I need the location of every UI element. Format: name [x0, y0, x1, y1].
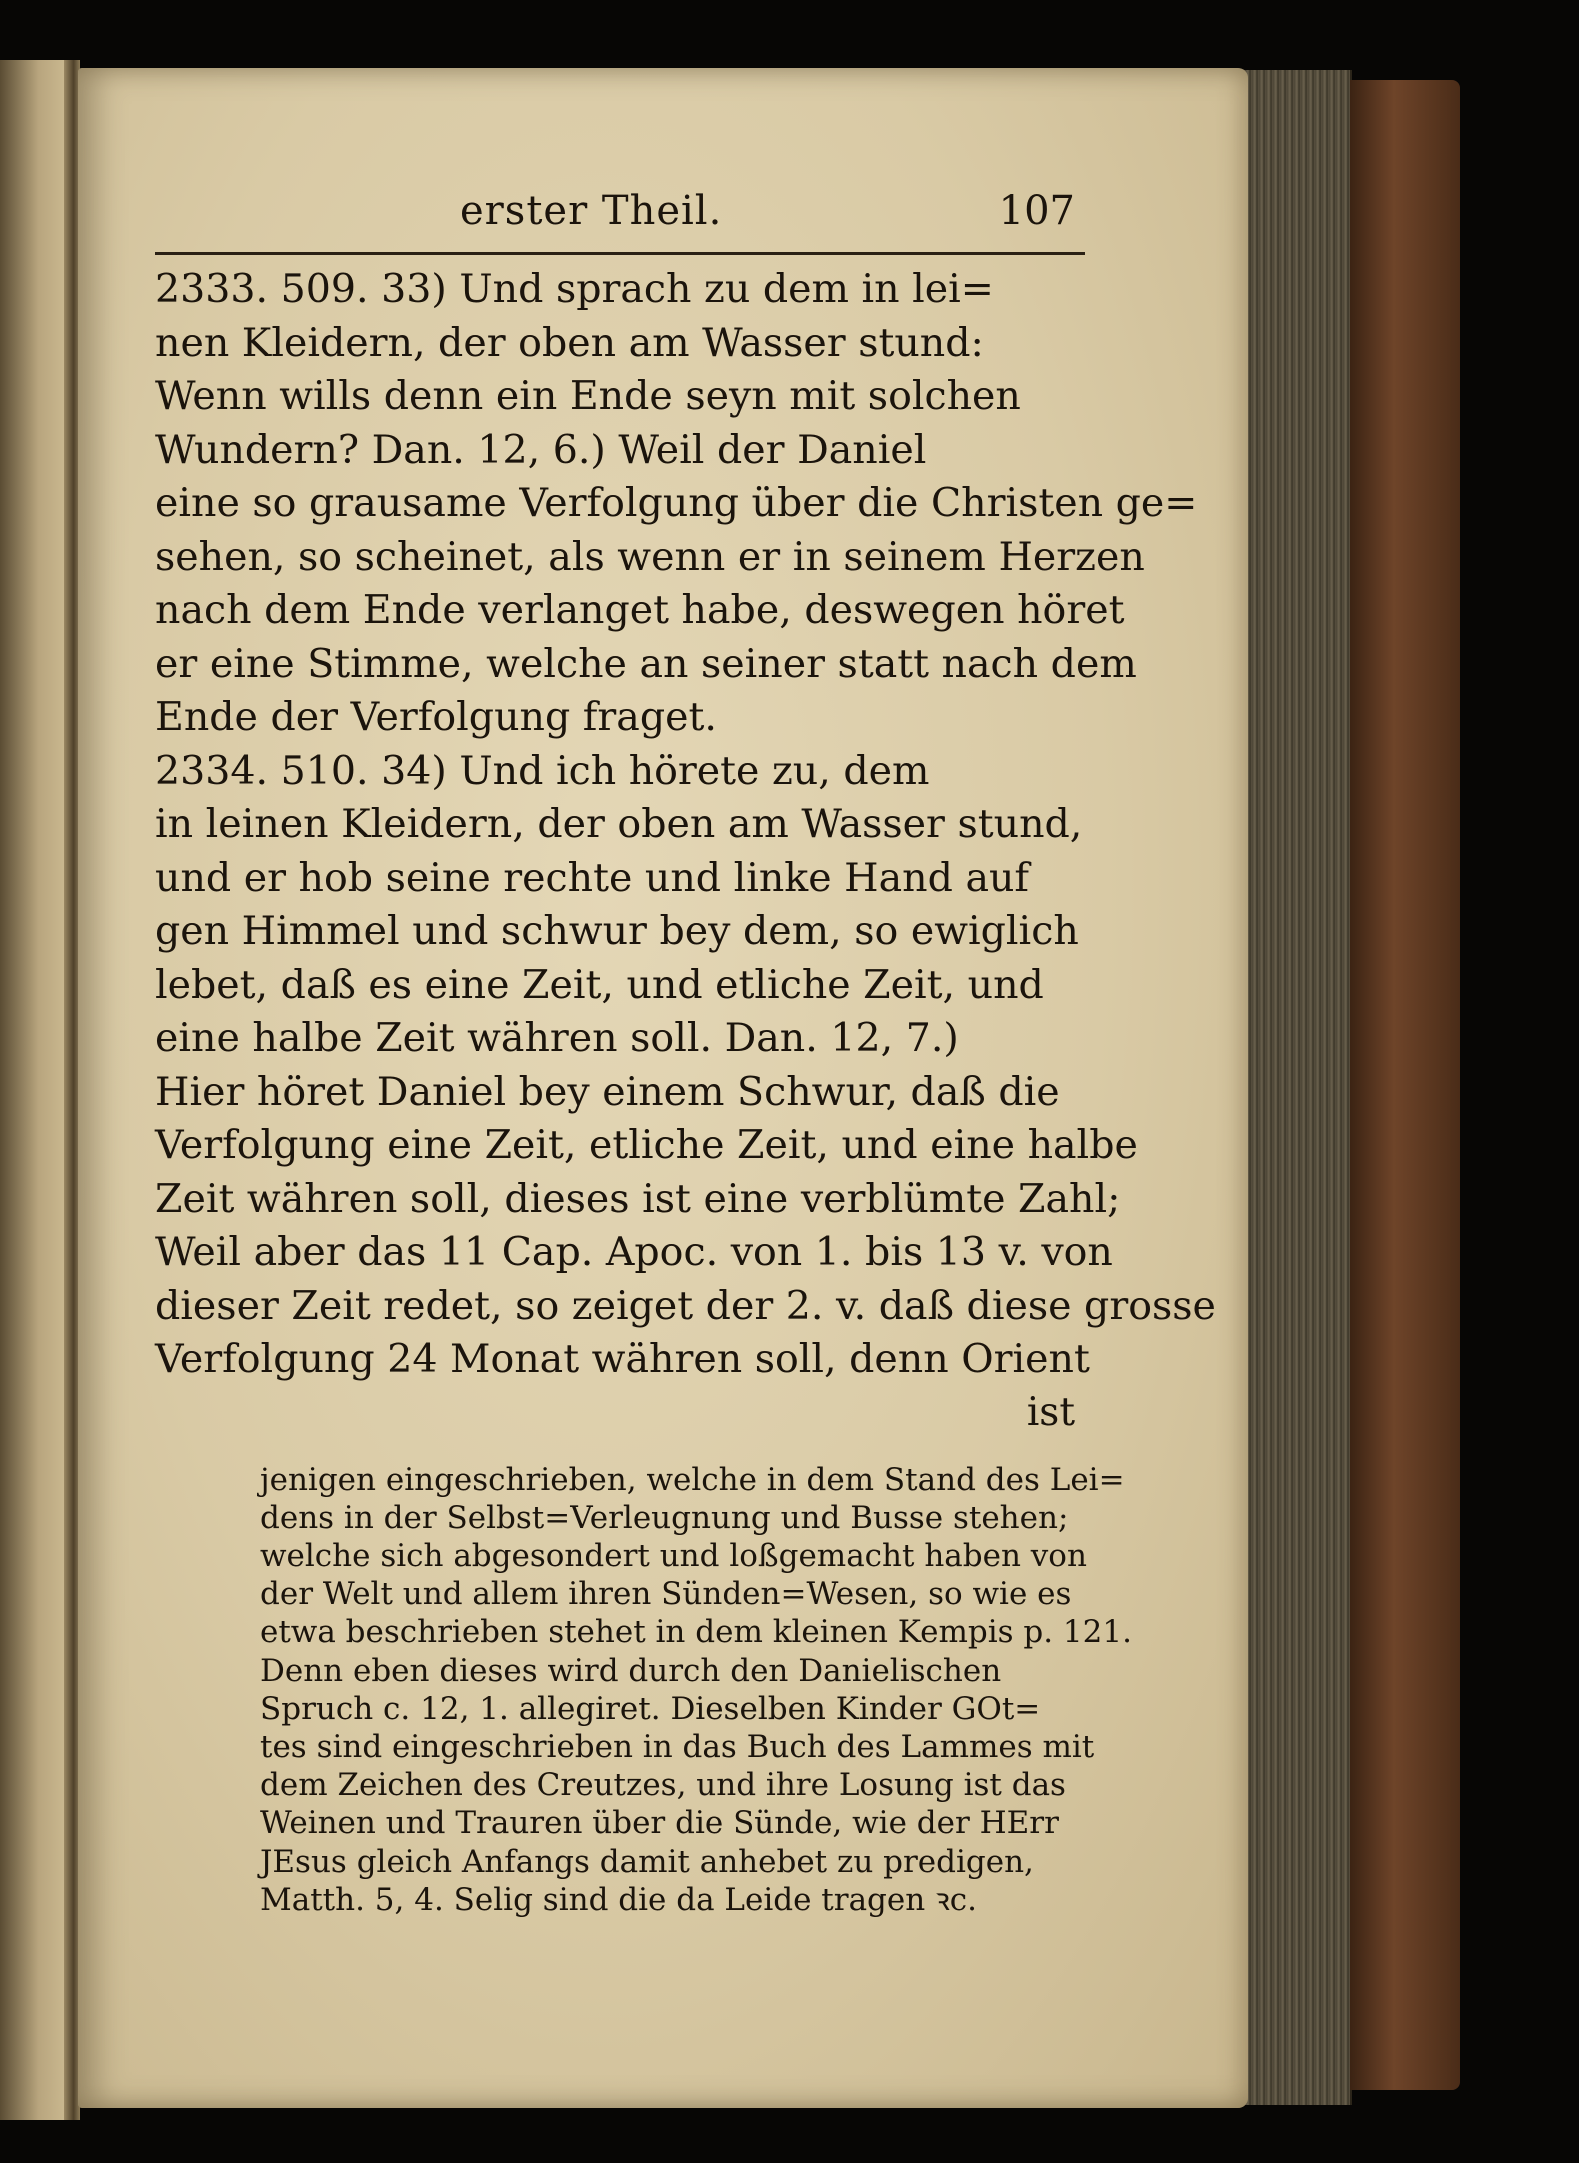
text-line: Verfolgung 24 Monat währen soll, denn Orient	[155, 1336, 1090, 1382]
footnote-line: jenigen eingeschrieben, welche in dem Stand des Lei=	[260, 1461, 1125, 1498]
text-line: sehen, so scheinet, als wenn er in seinem Herzen	[155, 533, 1145, 580]
text-line: eine halbe Zeit währen soll. Dan. 12, 7.)	[155, 1015, 959, 1061]
text-line: 2334. 510. 34) Und ich hörete zu, dem	[155, 747, 930, 794]
footnote-line: Denn eben dieses wird durch den Danielischen	[260, 1652, 1002, 1689]
footnote-line: Weinen und Trauren über die Sünde, wie der HErr	[260, 1805, 1059, 1842]
page-text	[155, 188, 1216, 1919]
text-line: nach dem Ende verlanget habe, deswegen höret	[155, 587, 1125, 633]
book-cover-edge	[1350, 80, 1460, 2090]
text-line: dieser Zeit redet, so zeiget der 2. v. daß diese grosse	[155, 1282, 1216, 1329]
footnote-line: JEsus gleich Anfangs damit anhebet zu predigen,	[260, 1843, 1034, 1880]
footnote	[155, 1461, 1132, 1919]
text-line: Wundern? Dan. 12, 6.) Weil der Daniel	[155, 426, 927, 473]
footnote-line: Matth. 5, 4. Selig sind die da Leide tragen ꝛc.	[260, 1881, 977, 1918]
text-line: lebet, daß es eine Zeit, und etliche Zeit, und	[155, 961, 1044, 1008]
text-line: Wenn wills denn ein Ende seyn mit solchen	[155, 373, 1021, 419]
text-line: Ende der Verfolgung fraget.	[155, 694, 717, 740]
footnote-line: tes sind eingeschrieben in das Buch des Lammes mit	[260, 1728, 1095, 1765]
footnote-line: dens in der Selbst=Verleugnung und Busse stehen;	[260, 1499, 1069, 1536]
footnote-line: etwa beschrieben stehet in dem kleinen Kempis p. 121.	[260, 1614, 1132, 1651]
footnote-line: Spruch c. 12, 1. allegiret. Dieselben Kinder GOt=	[260, 1690, 1041, 1727]
header-rule	[155, 252, 1085, 255]
text-line: Zeit währen soll, dieses ist eine verblümte Zahl;	[155, 1175, 1121, 1222]
footnote-line: welche sich abgesondert und loßgemacht haben von	[260, 1537, 1087, 1574]
text-line: gen Himmel und schwur bey dem, so ewiglich	[155, 908, 1079, 954]
footnote-line: der Welt und allem ihren Sünden=Wesen, so wie es	[260, 1576, 1072, 1613]
main-text	[155, 263, 1216, 1387]
text-line: nen Kleidern, der oben am Wasser stund:	[155, 319, 984, 366]
text-line: Hier höret Daniel bey einem Schwur, daß die	[155, 1068, 1060, 1115]
text-line: eine so grausame Verfolgung über die Christen ge=	[155, 480, 1198, 526]
text-line: in leinen Kleidern, der oben am Wasser stund,	[155, 801, 1083, 847]
text-line: und er hob seine rechte und linke Hand auf	[155, 854, 1030, 901]
text-line: er eine Stimme, welche an seiner statt nach dem	[155, 640, 1137, 687]
running-title: erster Theil.	[460, 188, 723, 234]
page-number: 107	[998, 188, 1075, 234]
text-line: Weil aber das 11 Cap. Apoc. von 1. bis 13 v. von	[155, 1229, 1113, 1275]
page-stack-edge	[1238, 70, 1352, 2105]
text-line: 2333. 509. 33) Und sprach zu dem in lei=	[155, 266, 994, 312]
catchword: ist	[1026, 1389, 1075, 1435]
text-line: Verfolgung eine Zeit, etliche Zeit, und eine halbe	[155, 1122, 1138, 1168]
footnote-line: dem Zeichen des Creutzes, und ihre Losung ist das	[260, 1767, 1066, 1804]
facing-page-edge	[0, 60, 70, 2120]
page-header	[155, 188, 1085, 252]
